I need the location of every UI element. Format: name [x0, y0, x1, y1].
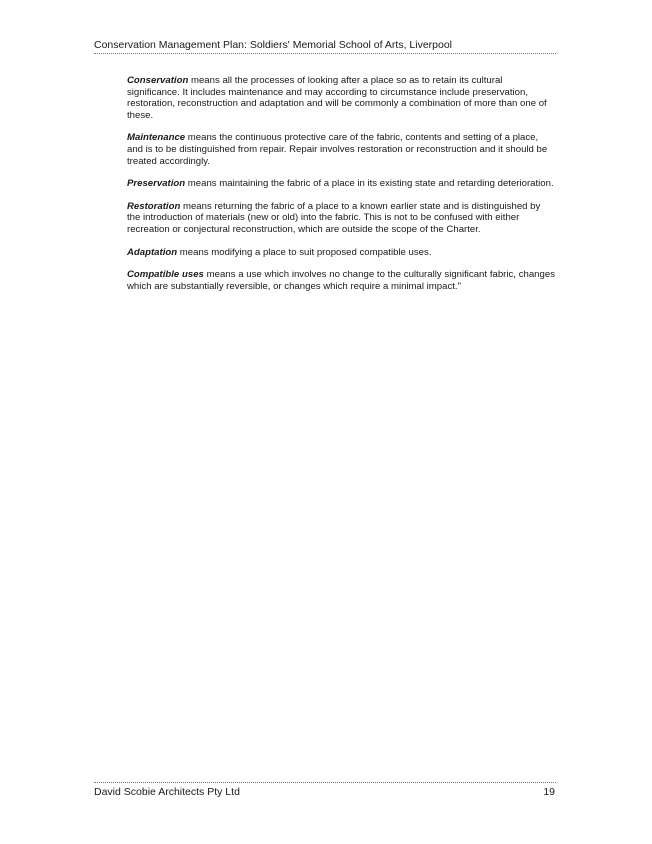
definition-restoration	[127, 201, 555, 236]
definition-term: Adaptation	[127, 246, 178, 258]
page-number: 19	[543, 786, 555, 798]
definitions-section	[127, 75, 555, 303]
definition-text: means a use which involves no change to the culturally significant fabric, changes which are substantially reversible, or changes which require a minimal impact."	[127, 269, 555, 292]
definition-term: Conservation	[127, 75, 189, 86]
definition-term: Restoration	[127, 200, 181, 212]
page-footer	[94, 782, 556, 799]
definition-text: means returning the fabric of a place to a known earlier state and is distinguished by the introduction of materials (new or old) into the fabric. This is not to be confused with either recreation or conjectural reconstruction, which are outside the scope of the Charter.	[127, 200, 541, 235]
definition-compatible-uses	[127, 269, 555, 292]
definition-maintenance	[127, 132, 555, 167]
definition-term: Preservation	[127, 178, 186, 190]
definition-text: means maintaining the fabric of a place in its existing state and retarding deterioration.	[185, 178, 554, 190]
definition-text: means the continuous protective care of the fabric, contents and setting of a place, and is to be distinguished from repair. Repair involves restoration or reconstruction and it should be treated accordingly.	[127, 132, 548, 167]
definition-term: Compatible uses	[127, 269, 204, 281]
definition-text: means all the processes of looking after a place so as to retain its cultural significance. It includes maintenance and may according to circumstance include preservation, restoration, reconstruction and adaptation and will be commonly a combination of more than one of these.	[127, 75, 547, 121]
page-header	[94, 38, 556, 54]
definition-term: Maintenance	[127, 132, 186, 144]
document-title: Conservation Management Plan: Soldiers' Memorial School of Arts, Liverpool	[94, 39, 453, 51]
definition-text: means modifying a place to suit proposed compatible uses.	[177, 246, 432, 258]
definition-preservation	[127, 178, 555, 190]
definition-conservation	[127, 75, 555, 121]
definition-adaptation	[127, 247, 555, 259]
company-name: David Scobie Architects Pty Ltd	[94, 786, 240, 798]
